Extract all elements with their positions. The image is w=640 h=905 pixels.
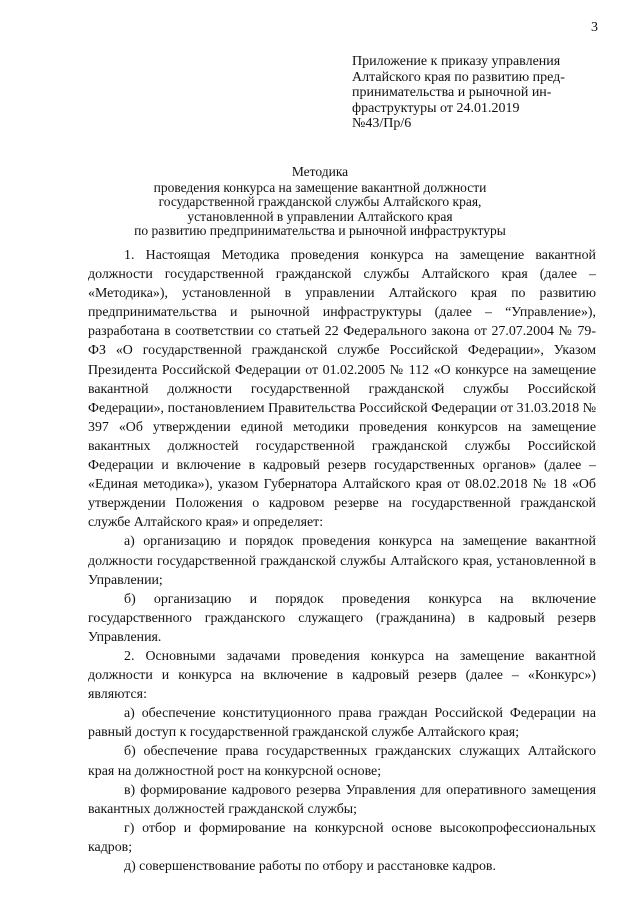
paragraph-2e: д) совершенствование работы по отбору и расстановке кадров. <box>124 859 496 874</box>
appendix-note <box>352 54 602 132</box>
title-line: государственной гражданской службы Алтайского края, <box>158 194 482 210</box>
document-body <box>88 246 596 876</box>
appendix-line: фраструктуры от 24.01.2019 <box>352 100 520 116</box>
title-heading: Методика <box>291 164 349 179</box>
title-line: проведения конкурса на замещение вакантной должности <box>153 179 487 195</box>
appendix-line: принимательства и рыночной ин- <box>352 85 552 100</box>
paragraph-1: 1. Настоящая Методика проведения конкурса на замещение вакантной должности государственной гражданской службы Алтайского края (далее – «Методика»), установленной в управлении Алтайского края по развитию предпринимательства и рыночной инфраструктуры (далее – “Управление»), разработана в соответствии со статьей 22 Федерального закона от 27.07.2004 № 79-ФЗ «О государственной гражданской службе Российской Федерации», Указом Президента Российской Федерации от 01.02.2005 № 112 «О конкурсе на замещение вакантной должности государственной гражданской службы Российской Федерации», постановлением Правительства Российской Федерации от 31.03.2018 № 397 «Об утверждении единой методики проведения конкурсов на замещение вакантных должностей государственной гражданской службы Российской Федерации и включение в кадровый резерв государственных органов» (далее – «Единая методика»), указом Губернатора Алтайского края от 08.02.2018 № 18 «Об утверждении Положения о кадровом резерве на государственной гражданской службе Алтайского края» и определяет: <box>88 248 596 531</box>
title-line: установленной в управлении Алтайского края <box>187 208 453 224</box>
paragraph-2a: а) обеспечение конституционного права граждан Российской Федерации на равный доступ к государственной гражданской службе Алтайского края; <box>88 706 596 741</box>
paragraph-2d: г) отбор и формирование на конкурсной основе высокопрофессиональных кадров; <box>88 820 596 855</box>
paragraph-2: 2. Основными задачами проведения конкурса на замещение вакантной должности и конкурса на включение в кадровый резерв (далее – «Конкурс») являются: <box>88 648 596 703</box>
paragraph-1a: а) организацию и порядок проведения конкурса на замещение вакантной должности государственной гражданской службы Алтайского края, установленной в Управлении; <box>88 534 596 588</box>
document-title <box>80 165 560 239</box>
paragraph-2c: в) формирование кадрового резерва Управления для оперативного замещения вакантных должностей гражданской службы; <box>88 782 596 817</box>
appendix-line: №43/Пр/6 <box>352 116 412 131</box>
title-line: по развитию предпринимательства и рыночной инфраструктуры <box>134 223 506 239</box>
paragraph-1b: б) организацию и порядок проведения конкурса на включение государственного гражданского служащего (гражданина) в кадровый резерв Управления. <box>88 591 596 645</box>
page-number: 3 <box>591 20 598 35</box>
appendix-line: Алтайского края по развитию пред- <box>352 69 565 85</box>
paragraph-2b: б) обеспечение права государственных гражданских служащих Алтайского края на должностной рост на конкурсной основе; <box>88 744 596 779</box>
appendix-line: Приложение к приказу управления <box>352 54 561 69</box>
